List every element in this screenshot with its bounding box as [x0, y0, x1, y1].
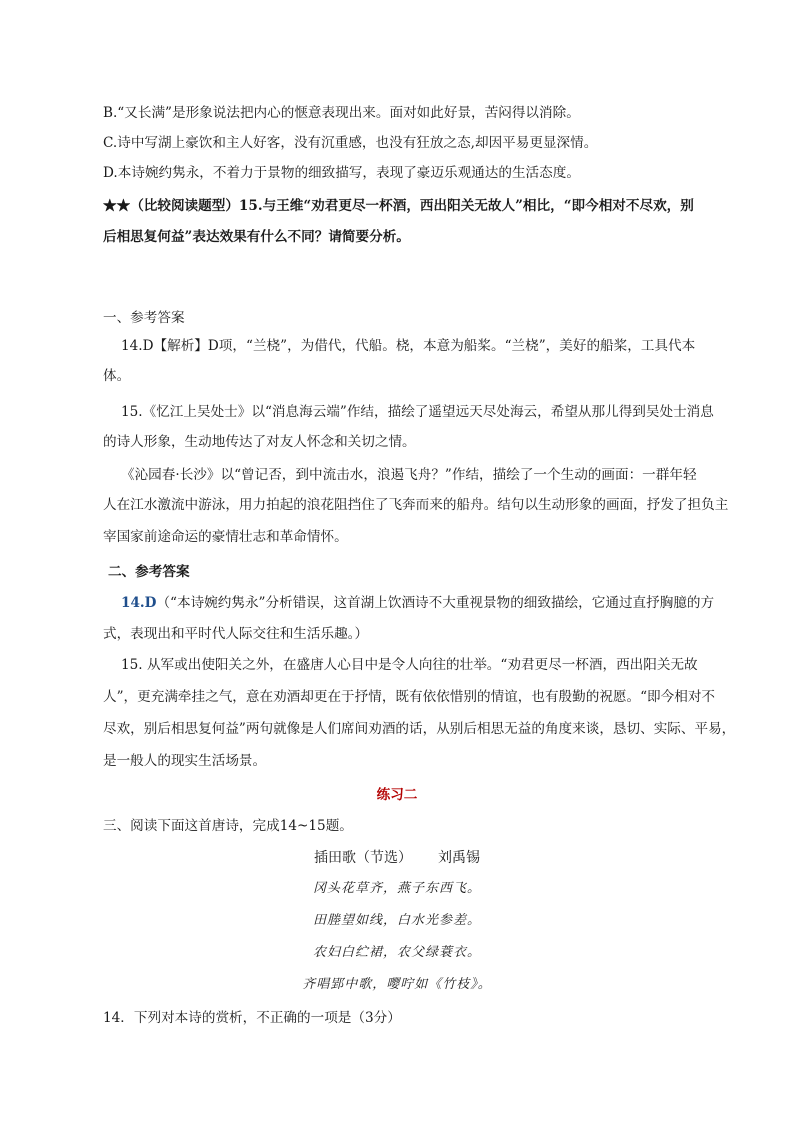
- answer-2-15-line3: 尽欢，别后相思复何益”两句就像是人们席间劝酒的话，从别后相思无益的角度来谈，恳切、实际、平易，: [103, 721, 736, 737]
- poem-title: 插田歌（节选）: [314, 850, 412, 866]
- answer-1-14-continued: 体。: [103, 368, 131, 384]
- exercise-2-title: 练习二: [376, 787, 418, 803]
- poem-line-2: 田塍望如线，白水光参差。: [312, 913, 481, 928]
- poem-line-3: 农妇白纻裙，农父绿蓑衣。: [312, 945, 481, 960]
- answer-1-15-line2: 的诗人形象，生动地传达了对友人怀念和关切之情。: [103, 434, 416, 450]
- answer-1-14-body: D项，“兰桡”，为借代，代船。桡，本意为船桨。“兰桡”，美好的船桨，工具代本: [207, 338, 696, 354]
- answers-1-heading: 一、参考答案: [103, 310, 185, 326]
- option-c: C.诗中写湖上豪饮和主人好客，没有沉重感，也没有狂放之态,却因平易更显深情。: [103, 135, 598, 151]
- exercise-2-instruction: 三、阅读下面这首唐诗，完成14~15题。: [103, 818, 353, 834]
- answer-2-14-prefix: 14.D: [121, 595, 157, 611]
- answer-2-15-line1: 15. 从军或出使阳关之外，在盛唐人心目中是令人向往的壮举。“劝君更尽一杯酒，西出阳关无故: [121, 657, 698, 673]
- answer-2-15-line4: 是一般人的现实生活场景。: [103, 753, 267, 769]
- poem-author: 刘禹锡: [438, 850, 480, 866]
- option-d: D.本诗婉约隽永，不着力于景物的细致描写，表现了豪迈乐观通达的生活态度。: [103, 165, 580, 181]
- option-b: B.“又长满”是形象说法把内心的惬意表现出来。面对如此好景，苦闷得以消除。: [103, 105, 580, 121]
- answers-2-heading: 二、参考答案: [108, 564, 190, 580]
- question-15: [103, 197, 694, 215]
- answer-1-15-line4: 人在江水激流中游泳，用力拍起的浪花阻挡住了飞奔而来的船舟。结句以生动形象的画面，抒发了担负主: [103, 497, 729, 513]
- question-14: 14．下列对本诗的赏析，不正确的一项是（3分）: [103, 1010, 401, 1026]
- answer-1-15-line5: 宰国家前途命运的豪情壮志和革命情怀。: [103, 529, 348, 545]
- question-15-continued: 后相思复何益”表达效果有什么不同？请简要分析。: [103, 229, 410, 245]
- poem-line-4: 齐唱郢中歌，嘤咛如《竹枝》。: [302, 977, 492, 992]
- answer-1-15-line1: 15.《忆江上吴处士》以“消息海云端”作结，描绘了遥望远天尽处海云，希望从那儿得到吴处士消息: [121, 404, 714, 420]
- answer-2-15-line2: 人”，更充满牵挂之气，意在劝酒却更在于抒情，既有依依惜别的情谊，也有殷勤的祝愿。“即今相对不: [103, 689, 716, 705]
- question-15-text: （比较阅读题型）15.与王维“劝君更尽一杯酒，西出阳关无故人”相比，“即今相对不尽欢，别: [130, 198, 694, 214]
- star-rating: ★★: [103, 198, 131, 214]
- answer-2-14-continued: 式，表现出和平时代人际交往和生活乐趣。）: [103, 626, 369, 642]
- answer-2-14: [121, 594, 714, 612]
- poem-line-1: 冈头花草齐，燕子东西飞。: [312, 881, 481, 896]
- answer-2-14-body: （“本诗婉约隽永”分析错误，这首湖上饮酒诗不大重视景物的细致描绘，它通过直抒胸臆的方: [156, 595, 715, 611]
- answer-1-15-line3: 《沁园春·长沙》以“曾记否，到中流击水，浪遏飞舟？”作结，描绘了一个生动的画面：一群年轻: [121, 467, 697, 483]
- answer-1-14: [121, 337, 695, 355]
- answer-1-14-prefix: 14.D【解析】: [121, 338, 208, 354]
- poem-header: [0, 849, 794, 867]
